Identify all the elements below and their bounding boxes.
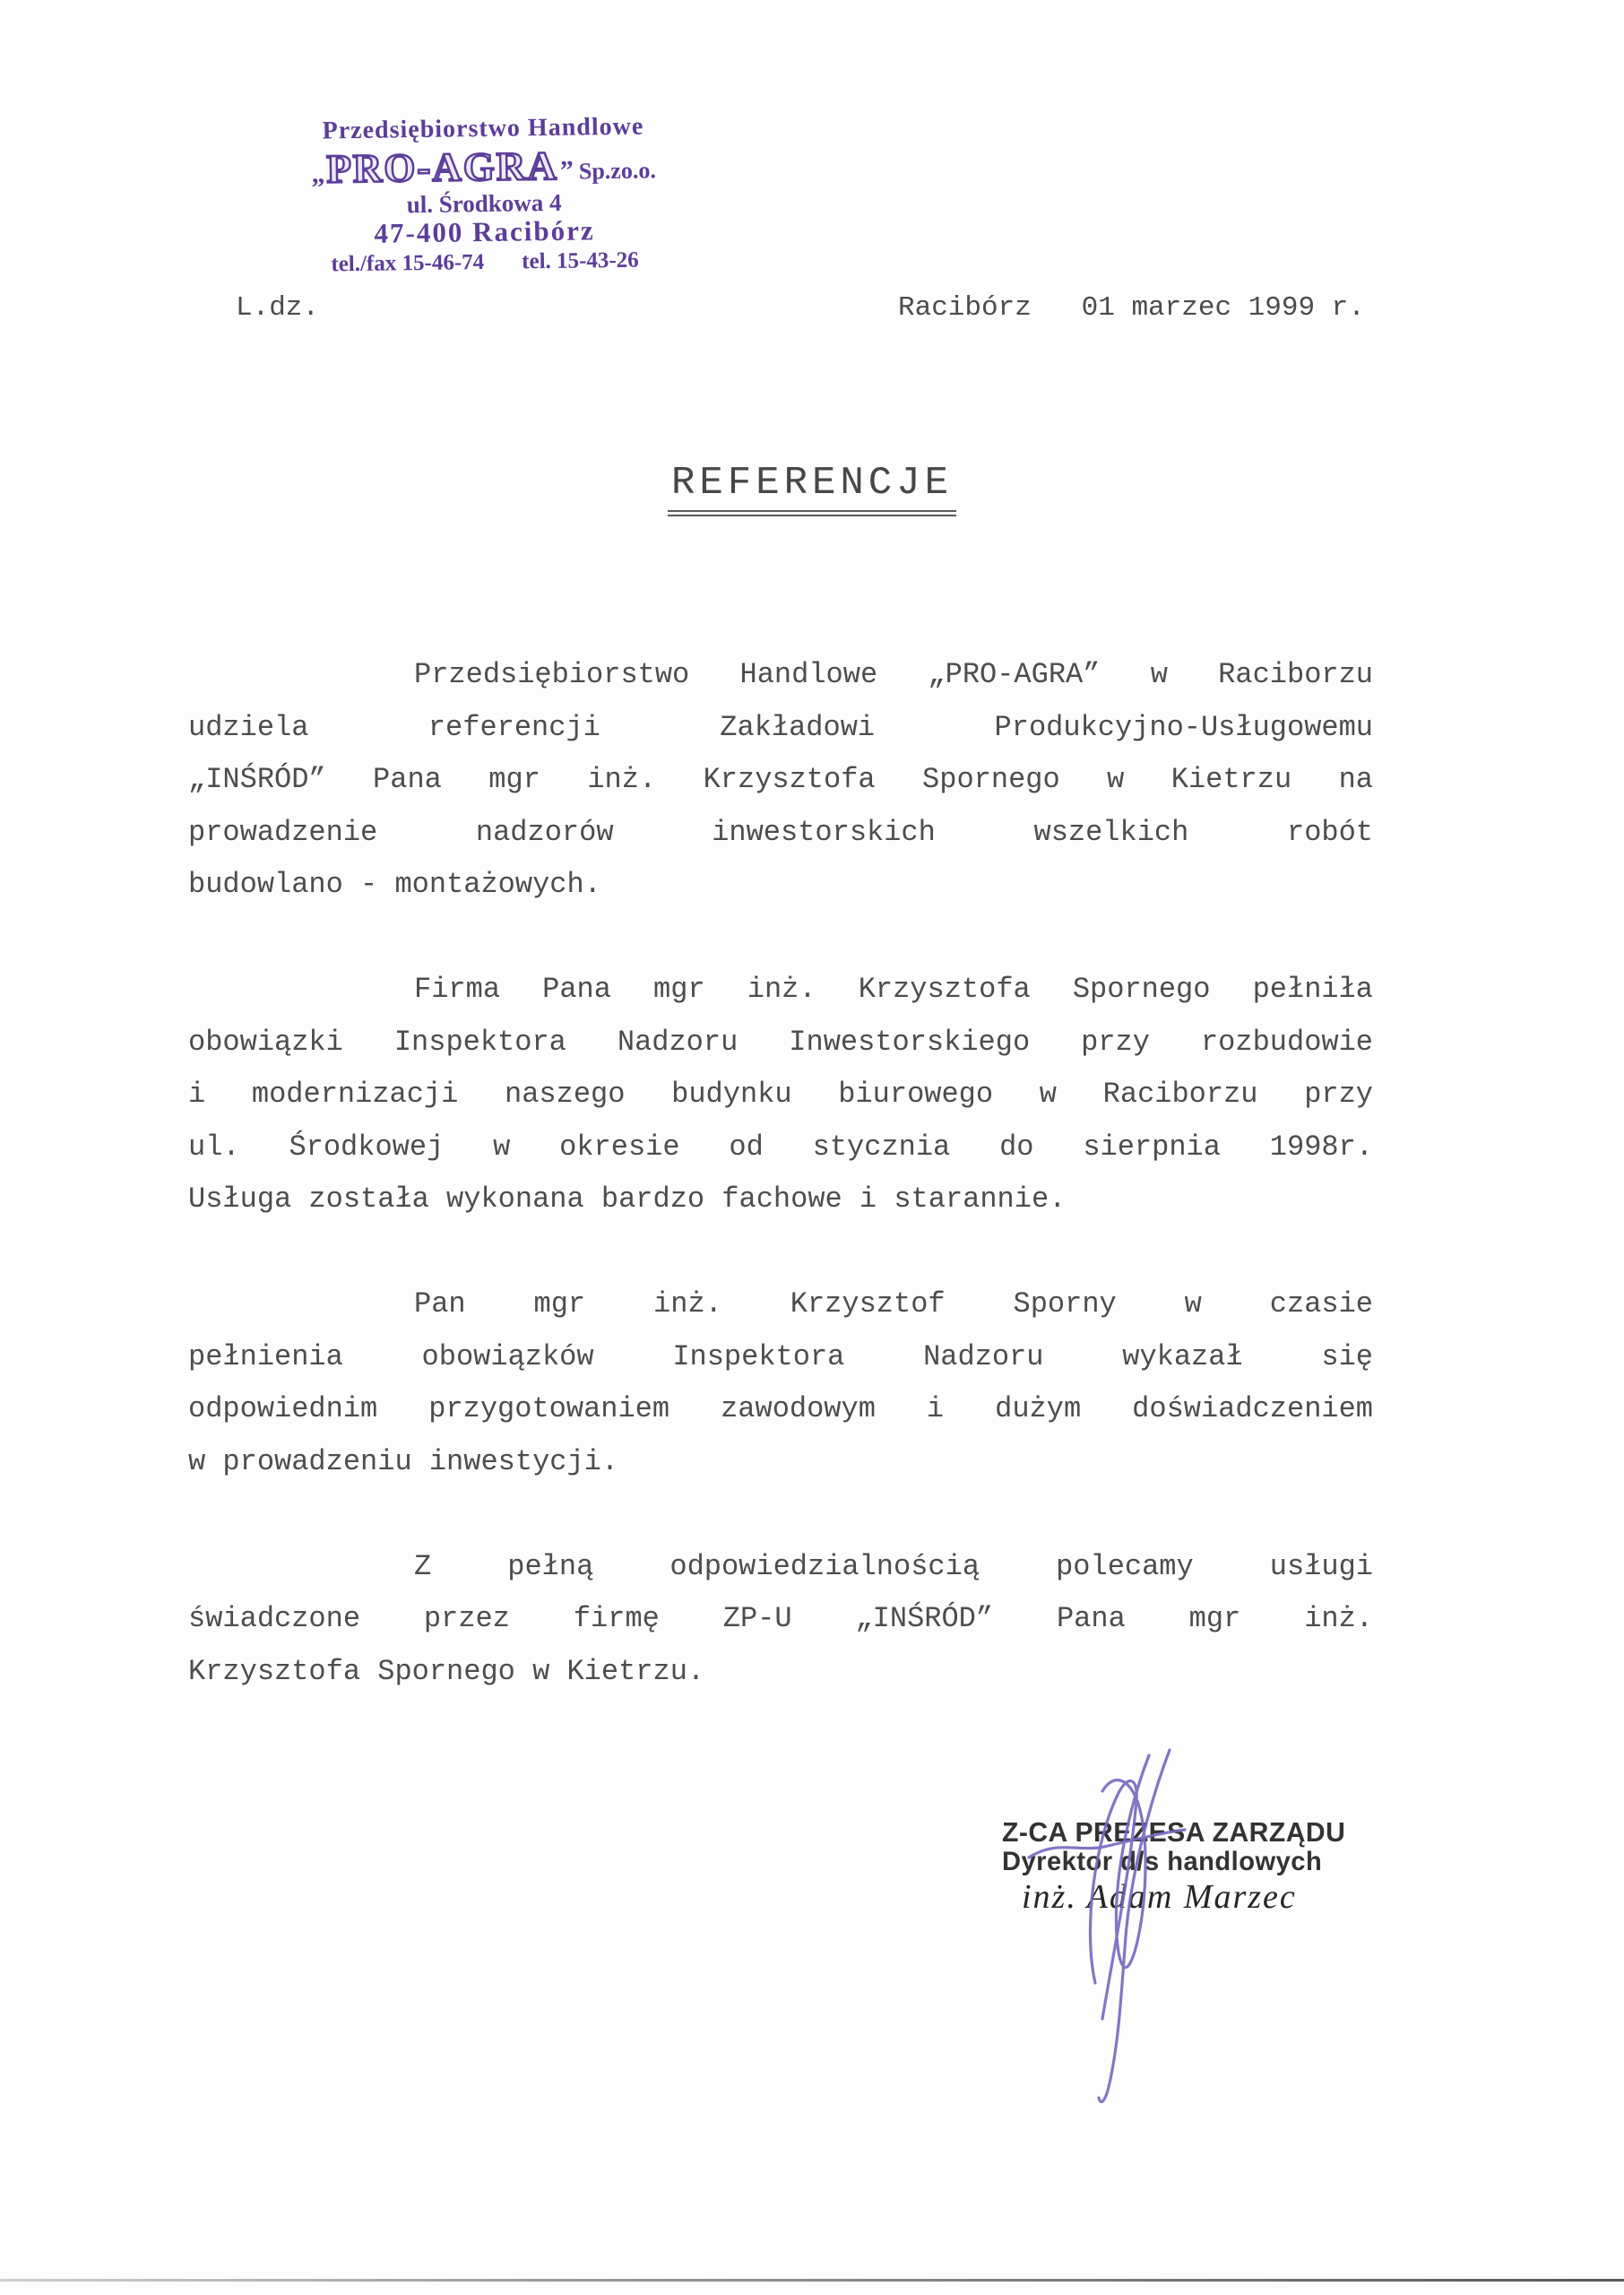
stamp-company-name: Przedsiębiorstwo Handlowe: [322, 112, 644, 145]
stamp-brand-line: [272, 142, 695, 193]
body-line: odpowiednim przygotowaniem zawodowym i dużym doświadczeniem: [188, 1392, 1373, 1425]
signature-stamp-role-1: Z-CA PREZESA ZARZĄDU: [1002, 1816, 1346, 1848]
body-line: pełnienia obowiązków Inspektora Nadzoru wykazał się: [188, 1339, 1373, 1373]
body-line: prowadzenie nadzorów inwestorskich wszelkich robót: [188, 815, 1373, 849]
stamp-brand: PRO-AGRA: [326, 143, 559, 192]
body-line: obowiązki Inspektora Nadzoru Inwestorskiego przy rozbudowie: [188, 1025, 1373, 1059]
body-line: „INŚRÓD” Pana mgr inż. Krzysztofa Spornego w Kietrzu na: [188, 763, 1373, 796]
letter-body: [188, 649, 1373, 1751]
stamp-brand-close-quote: ”: [559, 155, 574, 186]
scan-edge-line: [0, 2279, 1624, 2282]
stamp-city: 47-400 Racibórz: [374, 214, 595, 249]
body-line: w prowadzeniu inwestycji.: [188, 1444, 619, 1478]
stamp-company-type: Sp.zo.o.: [578, 157, 657, 185]
stamp-street: ul. Środkowa 4: [406, 188, 562, 218]
document-title: REFERENCJE: [668, 461, 956, 516]
reference-number-label: L.dz.: [236, 292, 320, 324]
paragraph-2: [188, 964, 1373, 1226]
body-line: Z pełną odpowiedzialnością polecamy usługi: [414, 1549, 1373, 1583]
paragraph-1: [188, 649, 1373, 912]
body-line: Przedsiębiorstwo Handlowe „PRO-AGRA” w Raciborzu: [414, 658, 1373, 691]
body-line: i modernizacji naszego budynku biurowego w Raciborzu przy: [188, 1078, 1373, 1111]
body-line: ul. Środkowej w okresie od stycznia do sierpnia 1998r.: [188, 1130, 1373, 1164]
company-stamp: [272, 112, 695, 278]
body-line: budowlano - montażowych.: [188, 868, 601, 901]
stamp-tel: tel. 15-43-26: [521, 247, 639, 274]
body-line: udziela referencji Zakładowi Produkcyjno-Usługowemu: [188, 710, 1373, 744]
signature-stamp-role-2: Dyrektor d/s handlowych: [1002, 1847, 1323, 1876]
body-line: Usługa została wykonana bardzo fachowe i starannie.: [188, 1182, 1067, 1216]
body-line: Krzysztofa Spornego w Kietrzu.: [188, 1654, 705, 1688]
stamp-phone-line: [274, 247, 695, 278]
paragraph-3: [188, 1278, 1373, 1488]
body-line: Pan mgr inż. Krzysztof Sporny w czasie: [414, 1287, 1373, 1321]
place-date: Racibórz 01 marzec 1999 r.: [898, 292, 1365, 324]
body-line: świadczone przez firmę ZP-U „INŚRÓD” Pana mgr inż.: [188, 1602, 1373, 1635]
paragraph-4: [188, 1541, 1373, 1699]
stamp-telfax: tel./fax 15-46-74: [331, 249, 485, 277]
body-line: Firma Pana mgr inż. Krzysztofa Spornego pełniła: [414, 973, 1373, 1006]
stamp-brand-open-quote: „: [311, 159, 325, 190]
signature-name: inż. Adam Marzec: [1022, 1878, 1297, 1916]
